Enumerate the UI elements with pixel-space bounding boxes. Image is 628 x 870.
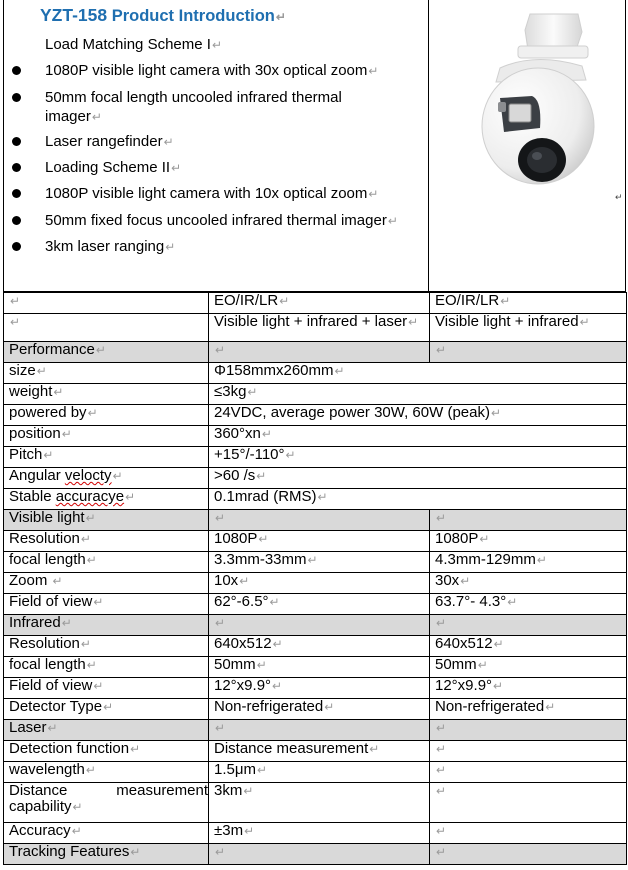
param-value-cell-text: 0.1mrad (RMS) <box>214 488 317 505</box>
param-value-cell-text: 10x <box>214 572 239 589</box>
param-value-cell-text: 12°x9.9° <box>214 677 272 694</box>
scheme1-item: 50mm focal length uncooled infrared thermal imager↵ <box>45 89 342 125</box>
header-config-cell: EO/IR/LR↵ <box>209 293 430 314</box>
param-value-cell: 1.5μm↵ <box>209 762 430 783</box>
param-name-cell: Field of view↵ <box>4 678 209 699</box>
param-value-cell: ↵ <box>430 783 627 823</box>
table-row <box>4 447 627 468</box>
param-value-cell: ↵ <box>430 844 627 865</box>
section-header-row <box>4 510 627 531</box>
param-value-cell-text: 3.3mm-33mm <box>214 551 307 568</box>
table-row <box>4 531 627 552</box>
param-name-cell-text: Field of view <box>9 593 93 610</box>
param-value-cell: ↵ <box>430 615 627 636</box>
ptz-gimbal-camera-photo <box>470 10 600 185</box>
title-text: Product Introduction <box>111 7 275 25</box>
bullet-icon <box>12 137 21 146</box>
scheme1-item: Laser rangefinder↵ <box>45 133 174 150</box>
table-row <box>4 552 627 573</box>
param-value-cell: 0.1mrad (RMS)↵ <box>209 489 627 510</box>
param-value-cell: Non-refrigerated↵ <box>430 699 627 720</box>
param-name-cell: Detection function↵ <box>4 741 209 762</box>
param-name-cell-text: powered by <box>9 404 87 421</box>
param-name-cell: Resolution↵ <box>4 636 209 657</box>
param-name-cell: Accuracy↵ <box>4 823 209 844</box>
param-value-cell: >60 /s↵ <box>209 468 627 489</box>
table-row <box>4 636 627 657</box>
param-value-cell: ↵ <box>430 510 627 531</box>
param-value-cell: 63.7°- 4.3°↵ <box>430 594 627 615</box>
param-name-cell-text: Resolution <box>9 635 80 652</box>
bullet-icon <box>12 163 21 172</box>
param-value-cell-text: Non-refrigerated <box>435 698 545 715</box>
paragraph-mark: ↵ <box>275 10 286 24</box>
table-row <box>4 699 627 720</box>
param-value-cell: 62°-6.5°↵ <box>209 594 430 615</box>
bullet-icon <box>12 93 21 102</box>
param-value-cell-text: 50mm <box>435 656 477 673</box>
param-name-cell-text: Resolution <box>9 530 80 547</box>
param-value-cell-text: 1.5μm <box>214 761 256 778</box>
param-value-cell: ±3m↵ <box>209 823 430 844</box>
param-name-cell: focal length↵ <box>4 657 209 678</box>
param-name-cell: Detector Type↵ <box>4 699 209 720</box>
table-row <box>4 363 627 384</box>
section-title-cell-text: Performance <box>9 341 95 358</box>
param-name-cell-text: Pitch <box>9 446 43 463</box>
param-name-cell: wavelength↵ <box>4 762 209 783</box>
param-name-cell-text: Stable accuracye <box>9 488 125 505</box>
param-value-cell-text: ≤3kg <box>214 383 247 400</box>
bullet-icon <box>12 66 21 75</box>
param-name-cell-text: Zoom <box>9 572 52 589</box>
section-title-cell: Visible light↵ <box>4 510 209 531</box>
param-value-cell: ↵ <box>209 844 430 865</box>
anchor-arrow-icon: ↵ <box>615 192 623 202</box>
param-value-cell: 24VDC, average power 30W, 60W (peak)↵ <box>209 405 627 426</box>
param-name-cell-text: size <box>9 362 36 379</box>
param-name-cell-text: weight <box>9 383 53 400</box>
table-row <box>4 468 627 489</box>
param-value-cell: ↵ <box>209 510 430 531</box>
param-value-cell: 360°xn↵ <box>209 426 627 447</box>
section-title-cell-text: Infrared <box>9 614 61 631</box>
bullet-icon <box>12 189 21 198</box>
table-row <box>4 573 627 594</box>
param-value-cell: 30x↵ <box>430 573 627 594</box>
table-row <box>4 678 627 699</box>
table-row <box>4 741 627 762</box>
param-name-cell: position↵ <box>4 426 209 447</box>
scheme1-label: Load Matching Scheme I↵ <box>45 36 222 53</box>
param-value-cell-text: 1080P <box>214 530 258 547</box>
param-value-cell: 640x512↵ <box>209 636 430 657</box>
bullet-icon <box>12 216 21 225</box>
param-value-cell: 12°x9.9°↵ <box>430 678 627 699</box>
param-name-cell-text: wavelength <box>9 761 85 778</box>
header-label-cell: ↵ <box>4 293 209 314</box>
param-name-cell: weight↵ <box>4 384 209 405</box>
header-config-cell: Visible light + infrared↵ <box>430 314 627 342</box>
param-name-cell-text: focal length <box>9 656 86 673</box>
param-value-cell: Non-refrigerated↵ <box>209 699 430 720</box>
intro-text-panel <box>4 0 429 291</box>
param-value-cell-text: 360°xn <box>214 425 261 442</box>
section-title-cell: Tracking Features↵ <box>4 844 209 865</box>
table-row <box>4 426 627 447</box>
param-value-cell: +15°/-110°↵ <box>209 447 627 468</box>
param-value-cell-text: 4.3mm-129mm <box>435 551 536 568</box>
param-value-cell: ↵ <box>209 615 430 636</box>
table-row <box>4 384 627 405</box>
param-value-cell-text: Φ158mmx260mm <box>214 362 334 379</box>
param-value-cell-text: ±3m <box>214 822 244 839</box>
spec-table <box>3 292 627 865</box>
param-value-cell-text: 50mm <box>214 656 256 673</box>
scheme1-item: 1080P visible light camera with 30x optical zoom↵ <box>45 62 379 79</box>
header-label-cell: ↵ <box>4 314 209 342</box>
param-value-cell-text: 640x512 <box>435 635 493 652</box>
param-value-cell-text: 3km <box>214 782 243 799</box>
param-name-cell: Stable accuracye↵ <box>4 489 209 510</box>
param-value-cell: ↵ <box>209 342 430 363</box>
table-row <box>4 405 627 426</box>
param-value-cell-text: Non-refrigerated <box>214 698 324 715</box>
table-header-row <box>4 293 627 314</box>
param-name-cell-text: Angular velocty <box>9 467 112 484</box>
param-value-cell: 50mm↵ <box>209 657 430 678</box>
param-name-cell: Pitch↵ <box>4 447 209 468</box>
param-name-cell: powered by↵ <box>4 405 209 426</box>
param-value-cell: Distance measurement↵ <box>209 741 430 762</box>
param-value-cell-text: 24VDC, average power 30W, 60W (peak) <box>214 404 490 421</box>
param-value-cell-text: Distance measurement <box>214 740 369 757</box>
param-name-cell-text: focal length <box>9 551 86 568</box>
param-name-cell: size↵ <box>4 363 209 384</box>
param-value-cell: 1080P↵ <box>430 531 627 552</box>
param-value-cell-text: 62°-6.5° <box>214 593 269 610</box>
param-value-cell-text: 12°x9.9° <box>435 677 493 694</box>
scheme2-item: 50mm fixed focus uncooled infrared thermal imager↵ <box>45 212 398 229</box>
param-value-cell: ↵ <box>430 342 627 363</box>
param-value-cell: 3.3mm-33mm↵ <box>209 552 430 573</box>
scheme2-label: Loading Scheme II↵ <box>45 159 182 176</box>
param-name-cell: Zoom ↵ <box>4 573 209 594</box>
section-title-cell: Performance↵ <box>4 342 209 363</box>
param-value-cell: 12°x9.9°↵ <box>209 678 430 699</box>
param-value-cell: ≤3kg↵ <box>209 384 627 405</box>
table-row <box>4 823 627 844</box>
param-value-cell: 10x↵ <box>209 573 430 594</box>
param-name-cell-text: Distance measurement capability <box>9 782 208 815</box>
param-name-cell: focal length↵ <box>4 552 209 573</box>
header-config-cell-text: Visible light + infrared + laser <box>214 313 408 330</box>
section-header-row <box>4 342 627 363</box>
param-value-cell: ↵ <box>430 741 627 762</box>
param-value-cell: 4.3mm-129mm↵ <box>430 552 627 573</box>
param-name-cell: Distance measurement capability↵ <box>4 783 209 823</box>
param-value-cell-text: 640x512 <box>214 635 272 652</box>
param-value-cell-text: 63.7°- 4.3° <box>435 593 507 610</box>
param-name-cell-text: position <box>9 425 61 442</box>
table-row <box>4 594 627 615</box>
section-title-cell-text: Tracking Features <box>9 843 130 860</box>
section-title-cell: Infrared↵ <box>4 615 209 636</box>
section-header-row <box>4 615 627 636</box>
table-row <box>4 783 627 823</box>
param-name-cell-text: Detector Type <box>9 698 103 715</box>
param-value-cell: ↵ <box>430 762 627 783</box>
header-config-cell-text: Visible light + infrared <box>435 313 579 330</box>
param-name-cell: Resolution↵ <box>4 531 209 552</box>
param-value-cell: ↵ <box>209 720 430 741</box>
section-header-row <box>4 720 627 741</box>
param-name-cell: Angular velocty↵ <box>4 468 209 489</box>
param-value-cell: Φ158mmx260mm↵ <box>209 363 627 384</box>
param-value-cell-text: 1080P <box>435 530 479 547</box>
table-row <box>4 657 627 678</box>
param-value-cell: ↵ <box>430 823 627 844</box>
param-name-cell: Field of view↵ <box>4 594 209 615</box>
header-config-cell-text: EO/IR/LR <box>214 292 279 309</box>
header-config-cell-text: EO/IR/LR <box>435 292 500 309</box>
section-title-cell: Laser↵ <box>4 720 209 741</box>
header-config-cell: Visible light + infrared + laser↵ <box>209 314 430 342</box>
param-value-cell-text: 30x <box>435 572 460 589</box>
table-row <box>4 762 627 783</box>
param-name-cell-text: Detection function <box>9 740 130 757</box>
param-value-cell: ↵ <box>430 720 627 741</box>
param-name-cell-text: Accuracy <box>9 822 71 839</box>
param-value-cell: 50mm↵ <box>430 657 627 678</box>
scheme2-item: 1080P visible light camera with 10x optical zoom↵ <box>45 185 379 202</box>
scheme2-item: 3km laser ranging↵ <box>45 238 176 255</box>
param-value-cell-text: >60 /s <box>214 467 256 484</box>
param-value-cell-text: +15°/-110° <box>214 446 285 463</box>
bullet-icon <box>12 242 21 251</box>
section-title-cell-text: Visible light <box>9 509 85 526</box>
section-header-row <box>4 844 627 865</box>
param-value-cell: 1080P↵ <box>209 531 430 552</box>
param-value-cell: 3km↵ <box>209 783 430 823</box>
param-name-cell-text: Field of view <box>9 677 93 694</box>
intro-title <box>40 5 286 26</box>
model-name: YZT-158 <box>40 5 108 25</box>
table-row <box>4 489 627 510</box>
section-title-cell-text: Laser <box>9 719 47 736</box>
param-value-cell: 640x512↵ <box>430 636 627 657</box>
header-config-cell: EO/IR/LR↵ <box>430 293 627 314</box>
table-header-row <box>4 314 627 342</box>
